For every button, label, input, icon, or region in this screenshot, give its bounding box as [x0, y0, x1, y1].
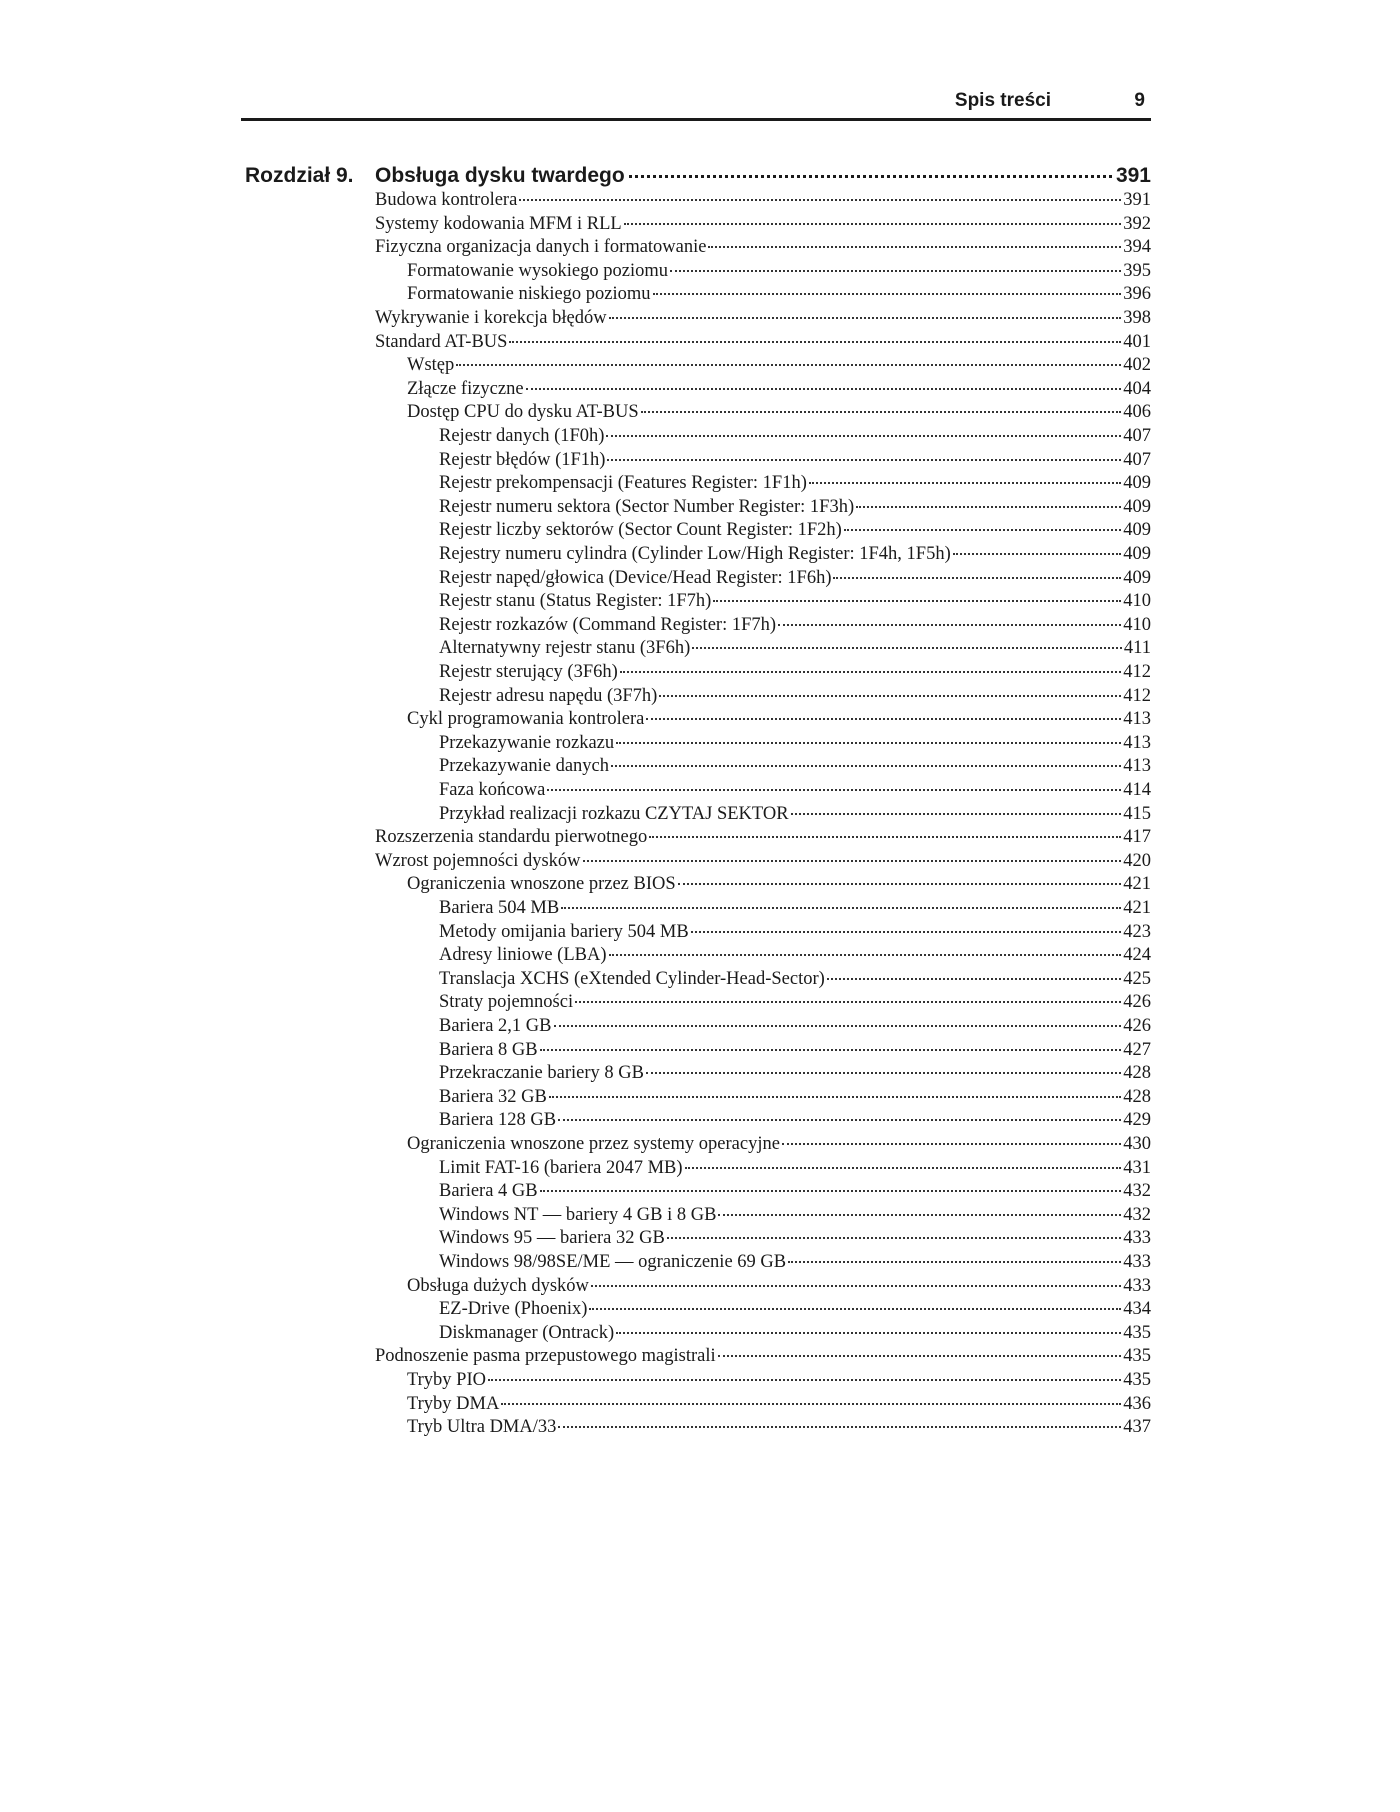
toc-entry [407, 1368, 1151, 1392]
toc-entry-page: 396 [1123, 284, 1151, 305]
toc-entry-title: Tryb Ultra DMA/33 [407, 1417, 557, 1438]
dot-leader [616, 742, 1121, 744]
toc-entry-page: 410 [1123, 591, 1151, 612]
chapter-title: Obsługa dysku twardego [375, 164, 625, 187]
dot-leader [809, 482, 1121, 484]
toc-entry-page: 417 [1123, 827, 1151, 848]
toc-entry-page: 412 [1123, 662, 1151, 682]
dot-leader [856, 506, 1121, 508]
dot-leader [833, 577, 1121, 579]
toc-entry-page: 423 [1123, 921, 1151, 942]
toc-entry-title: EZ-Drive (Phoenix) [439, 1299, 588, 1320]
dot-leader [606, 435, 1121, 437]
toc-entry-title: Standard AT-BUS [375, 331, 508, 352]
toc-entry-page: 424 [1123, 945, 1151, 966]
running-header [241, 88, 1151, 121]
toc-entry-title: Windows 98/98SE/ME — ograniczenie 69 GB [439, 1252, 787, 1272]
toc-entry-page: 426 [1123, 992, 1151, 1013]
toc-entry-title: Rejestr danych (1F0h) [439, 426, 605, 446]
toc-entry-page: 433 [1123, 1252, 1151, 1272]
toc-entry [439, 471, 1151, 495]
toc-entry-title: Podnoszenie pasma przepustowego magistrali [375, 1346, 716, 1367]
toc-entry-page: 429 [1123, 1110, 1151, 1131]
toc-entry [439, 1108, 1151, 1132]
toc-entry-page: 425 [1123, 968, 1151, 989]
toc-entry-title: Bariera 4 GB [439, 1181, 538, 1202]
dot-leader [609, 317, 1122, 319]
toc-entry-title: Windows 95 — bariera 32 GB [439, 1228, 665, 1249]
toc-entry [407, 1415, 1151, 1439]
toc-entry [439, 802, 1151, 826]
dot-leader [791, 813, 1122, 815]
dot-leader [583, 860, 1122, 862]
toc-entry-page: 407 [1123, 426, 1151, 446]
toc-entry-page: 435 [1123, 1346, 1151, 1367]
toc-entry-title: Limit FAT-16 (bariera 2047 MB) [439, 1157, 683, 1178]
toc-entry-page: 420 [1123, 850, 1151, 871]
toc-entry-title: Rejestr prekompensacji (Features Register: 1F1h) [439, 473, 807, 494]
toc-entry-page: 409 [1123, 567, 1151, 588]
dot-leader [782, 1143, 1121, 1145]
toc-entry [439, 1250, 1151, 1274]
toc-entry-title: Metody omijania bariery 504 MB [439, 921, 689, 942]
toc-entry-page: 409 [1123, 473, 1151, 494]
dot-leader [692, 647, 1122, 649]
dot-leader [646, 1072, 1121, 1074]
toc-entry [439, 448, 1151, 472]
toc-entry-page: 407 [1123, 449, 1151, 470]
toc-entry-title: Przekraczanie bariery 8 GB [439, 1063, 644, 1084]
toc-entry [407, 1392, 1151, 1416]
dot-leader [607, 459, 1121, 461]
toc-entry-page: 427 [1123, 1039, 1151, 1060]
dot-leader [591, 1285, 1121, 1287]
toc-entry [407, 400, 1151, 424]
toc-entry [375, 235, 1151, 259]
toc-entry-page: 426 [1123, 1016, 1151, 1036]
toc-entry-title: Bariera 2,1 GB [439, 1016, 552, 1036]
toc-entry [439, 1085, 1151, 1109]
toc-entry [439, 660, 1151, 684]
chapter-label: Rozdział 9. [245, 164, 354, 187]
dot-leader [540, 1049, 1122, 1051]
dot-leader [526, 388, 1122, 390]
toc-entry [439, 636, 1151, 660]
dot-leader [649, 836, 1121, 838]
toc-entry [407, 377, 1151, 401]
toc-entry-page: 421 [1123, 874, 1151, 895]
toc-entry [407, 872, 1151, 896]
toc-entry-page: 413 [1123, 709, 1151, 730]
toc-entry-title: Straty pojemności [439, 992, 574, 1013]
toc-entry-title: Faza końcowa [439, 780, 546, 800]
toc-entry [439, 731, 1151, 755]
dot-leader [844, 529, 1121, 531]
toc-entry [439, 1321, 1151, 1345]
chapter-title-row [375, 164, 1151, 188]
dot-leader [646, 718, 1121, 720]
toc-entry-title: Dostęp CPU do dysku AT-BUS [407, 402, 639, 423]
toc-entry [439, 542, 1151, 566]
toc-entry [439, 684, 1151, 708]
toc-entry [439, 1038, 1151, 1062]
toc-entry-title: Rejestr błędów (1F1h) [439, 449, 606, 470]
toc-entry [439, 1179, 1151, 1203]
toc-entry-title: Windows NT — bariery 4 GB i 8 GB [439, 1204, 717, 1225]
toc-entry-title: Rejestry numeru cylindra (Cylinder Low/High Register: 1F4h, 1F5h) [439, 544, 951, 564]
toc-entry-page: 409 [1123, 544, 1151, 564]
toc-entry [439, 920, 1151, 944]
toc-entry [439, 1156, 1151, 1180]
dot-leader [616, 1332, 1121, 1334]
dot-leader [670, 270, 1121, 272]
toc-entry [439, 943, 1151, 967]
toc-entry-page: 413 [1123, 732, 1151, 753]
toc-entry [407, 1132, 1151, 1156]
dot-leader [540, 1190, 1122, 1192]
toc-entry-page: 435 [1123, 1322, 1151, 1343]
toc-entry [439, 613, 1151, 637]
toc-entry-title: Wstęp [407, 355, 455, 376]
toc-entry [439, 566, 1151, 590]
toc-entry-title: Budowa kontrolera [375, 190, 518, 210]
toc-entry-title: Tryby DMA [407, 1393, 500, 1414]
toc-entry-title: Ograniczenia wnoszone przez BIOS [407, 874, 676, 895]
dot-leader [549, 1096, 1121, 1098]
toc-entry [407, 353, 1151, 377]
dot-leader [708, 246, 1121, 248]
dot-leader [456, 364, 1121, 366]
toc-entry [375, 1344, 1151, 1368]
toc-entry [375, 212, 1151, 236]
dot-leader [788, 1261, 1121, 1263]
toc-entry-title: Rejestr liczby sektorów (Sector Count Register: 1F2h) [439, 520, 842, 541]
dot-leader [718, 1355, 1122, 1357]
toc-entry-title: Formatowanie niskiego poziomu [407, 284, 651, 305]
toc-entry-page: 395 [1123, 260, 1151, 281]
toc-entry-page: 437 [1123, 1417, 1151, 1438]
toc-entry-title: Złącze fizyczne [407, 378, 524, 399]
dot-leader [488, 1379, 1121, 1381]
toc-entry-title: Alternatywny rejestr stanu (3F6h) [439, 638, 691, 659]
dot-leader [691, 931, 1122, 933]
toc-entry-page: 428 [1123, 1063, 1151, 1084]
toc-entry-page: 412 [1123, 685, 1151, 706]
toc-entry-title: Wzrost pojemności dysków [375, 850, 581, 871]
toc-entry-page: 434 [1123, 1299, 1151, 1320]
toc-entry-page: 415 [1123, 803, 1151, 824]
dot-leader [561, 907, 1121, 909]
toc-entry-page: 435 [1123, 1370, 1151, 1390]
header-page-number: 9 [1134, 90, 1145, 111]
toc-entry-page: 392 [1123, 213, 1151, 234]
toc-entry-page: 431 [1123, 1157, 1151, 1178]
toc-entry-title: Bariera 504 MB [439, 898, 560, 918]
dot-leader [641, 411, 1122, 413]
dot-leader [667, 1237, 1121, 1239]
toc-entry [439, 1203, 1151, 1227]
toc-entry [439, 967, 1151, 991]
dot-leader [620, 671, 1121, 673]
toc-entry-title: Przekazywanie danych [439, 756, 610, 777]
toc-entry-page: 414 [1123, 780, 1151, 800]
dot-leader [554, 1025, 1122, 1027]
toc-entry-page: 421 [1123, 898, 1151, 918]
toc-entry [439, 1061, 1151, 1085]
toc-entry-title: Rejestr rozkazów (Command Register: 1F7h) [439, 614, 777, 635]
toc-entry-page: 402 [1123, 355, 1151, 376]
toc-entry-page: 401 [1123, 331, 1151, 352]
toc-entry-title: Rejestr napęd/głowica (Device/Head Register: 1F6h) [439, 567, 832, 588]
toc-entry-title: Rozszerzenia standardu pierwotnego [375, 827, 648, 848]
toc-entry-page: 432 [1123, 1181, 1151, 1202]
dot-leader [659, 695, 1121, 697]
toc-entry [375, 849, 1151, 873]
toc-entry-page: 430 [1123, 1134, 1151, 1154]
dot-leader [609, 954, 1122, 956]
dot-leader [519, 199, 1121, 201]
toc-entry-title: Systemy kodowania MFM i RLL [375, 213, 622, 234]
toc-entry-title: Diskmanager (Ontrack) [439, 1322, 615, 1343]
header-title: Spis treści [954, 90, 1051, 111]
toc-entry-title: Przekazywanie rozkazu [439, 732, 615, 753]
toc-entry-title: Bariera 8 GB [439, 1039, 538, 1060]
dot-leader [827, 978, 1121, 980]
toc-entry-title: Translacja XCHS (eXtended Cylinder-Head-Sector) [439, 968, 825, 989]
toc-entry-title: Rejestr sterujący (3F6h) [439, 662, 618, 682]
toc-entry-page: 404 [1123, 378, 1151, 399]
toc-entry [439, 424, 1151, 448]
toc-entry-title: Cykl programowania kontrolera [407, 709, 645, 730]
dot-leader [547, 789, 1121, 791]
toc-entry-title: Tryby PIO [407, 1370, 486, 1390]
toc-entry-title: Bariera 32 GB [439, 1086, 547, 1107]
dot-leader [624, 223, 1122, 225]
toc-entry [407, 707, 1151, 731]
toc-entry-title: Adresy liniowe (LBA) [439, 945, 607, 966]
toc-entry-page: 391 [1123, 190, 1151, 210]
toc-entry-title: Formatowanie wysokiego poziomu [407, 260, 669, 281]
toc-entry [407, 259, 1151, 283]
toc-entry-page: 411 [1123, 638, 1151, 659]
toc-entry-title: Bariera 128 GB [439, 1110, 557, 1131]
toc-entry-title: Rejestr numeru sektora (Sector Number Register: 1F3h) [439, 496, 855, 517]
dot-leader [678, 883, 1122, 885]
dot-leader [685, 1167, 1122, 1169]
toc-entry-title: Przykład realizacji rozkazu CZYTAJ SEKTOR [439, 803, 789, 824]
toc-entry-title: Obsługa dużych dysków [407, 1275, 589, 1296]
toc-entry [375, 330, 1151, 354]
dot-leader [778, 624, 1121, 626]
toc-entry [439, 896, 1151, 920]
toc-entry-page: 410 [1123, 614, 1151, 635]
toc-entry-page: 398 [1123, 308, 1151, 328]
dot-leader [575, 1001, 1121, 1003]
toc-entry-title: Ograniczenia wnoszone przez systemy operacyjne [407, 1134, 780, 1154]
toc-entry-page: 409 [1123, 496, 1151, 517]
toc-entry [439, 1226, 1151, 1250]
toc-entry [439, 1297, 1151, 1321]
dot-leader [558, 1426, 1121, 1428]
dot-leader [611, 765, 1121, 767]
toc-entry-title: Fizyczna organizacja danych i formatowanie [375, 237, 707, 258]
toc-entry-page: 428 [1123, 1086, 1151, 1107]
toc-entry [439, 1014, 1151, 1038]
toc-entry [439, 990, 1151, 1014]
toc-entry-page: 409 [1123, 520, 1151, 541]
toc-entry-page: 432 [1123, 1204, 1151, 1225]
toc-entry [375, 188, 1151, 212]
toc-entry-title: Wykrywanie i korekcja błędów [375, 308, 607, 328]
chapter-page: 391 [1115, 164, 1151, 187]
toc-entry-page: 394 [1123, 237, 1151, 258]
toc-entry-title: Rejestr adresu napędu (3F7h) [439, 685, 658, 706]
toc-entry [439, 518, 1151, 542]
toc-entry-page: 433 [1123, 1228, 1151, 1249]
toc-entry [439, 778, 1151, 802]
dot-leader [589, 1308, 1121, 1310]
dot-leader [713, 600, 1121, 602]
toc-entry [407, 1274, 1151, 1298]
dot-leader [558, 1119, 1121, 1121]
dot-leader [953, 553, 1121, 555]
toc-entry [439, 589, 1151, 613]
toc-entry [407, 282, 1151, 306]
toc-entry-page: 433 [1123, 1275, 1151, 1296]
dot-leader [653, 293, 1122, 295]
toc-entry [439, 754, 1151, 778]
dot-leader [629, 175, 1112, 178]
toc-entry-page: 413 [1123, 756, 1151, 777]
toc-entry [375, 825, 1151, 849]
toc-entry-title: Rejestr stanu (Status Register: 1F7h) [439, 591, 712, 612]
toc-entry [439, 495, 1151, 519]
toc-entry-page: 406 [1123, 402, 1151, 423]
dot-leader [501, 1403, 1121, 1405]
toc-entry [375, 306, 1151, 330]
toc-entry-page: 436 [1123, 1393, 1151, 1414]
dot-leader [718, 1214, 1121, 1216]
dot-leader [509, 341, 1121, 343]
